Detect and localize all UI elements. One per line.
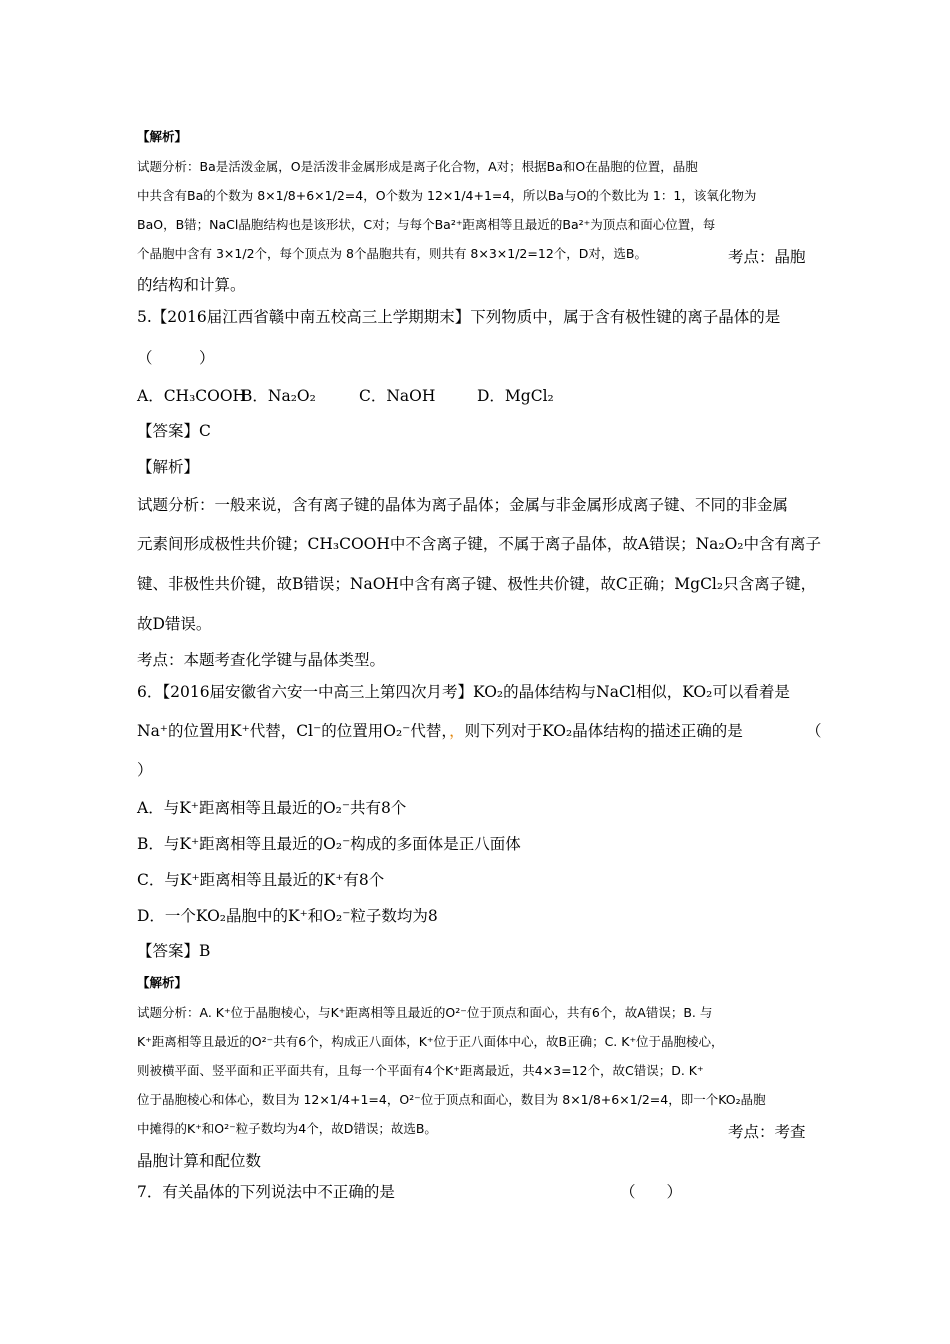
q5-analysis-line-2: 元素间形成极性共价键；CH₃COOH中不含离子键，不属于离子晶体，故A错误；Na₂O₂中含有离子	[137, 535, 822, 553]
q6-paren-open: （	[806, 722, 822, 740]
q5-paren: （ ）	[137, 349, 215, 367]
q6-stem-line-2	[137, 719, 743, 741]
q6-stem-part-b: 则下列对于KO₂晶体结构的描述正确的是	[464, 722, 743, 740]
q4-kaodian: 考点：晶胞	[728, 248, 806, 266]
q6-answer: 【答案】B	[137, 942, 211, 960]
q4-analysis-line-1: 试题分析：Ba是活泼金属，O是活泼非金属形成是离子化合物，A对；根据Ba和O在晶胞的位置，晶胞	[137, 159, 698, 174]
q6-option-d[interactable]: D．一个KO₂晶胞中的K⁺和O₂⁻粒子数均为8	[137, 907, 438, 925]
q6-analysis-line-4: 位于晶胞棱心和体心，数目为 12×1/4+1=4，O²⁻位于顶点和面心，数目为 8×1/8+6×1/2=4，即一个KO₂晶胞	[137, 1092, 766, 1107]
q6-paren-close: ）	[137, 761, 153, 779]
q6-stem-part-a: Na⁺的位置用K⁺代替，Cl⁻的位置用O₂⁻代替，	[137, 722, 450, 740]
q5-analysis-line-4: 故D错误。	[137, 615, 212, 633]
q6-analysis-line-5: 中摊得的K⁺和O²⁻粒子数均为4个，故D错误；故选B。	[137, 1121, 437, 1136]
q4-kaodian-cont: 的结构和计算。	[137, 276, 246, 294]
q5-option-b[interactable]: B．Na₂O₂	[241, 387, 316, 405]
q6-option-a[interactable]: A．与K⁺距离相等且最近的O₂⁻共有8个	[137, 799, 407, 817]
q6-analysis-label: 【解析】	[137, 975, 188, 990]
q5-analysis-line-3: 键、非极性共价键，故B错误；NaOH中含有离子键、极性共价键，故C正确；MgCl₂只含离子键，	[137, 575, 817, 593]
q7-stem: 7．有关晶体的下列说法中不正确的是	[137, 1183, 395, 1201]
q5-analysis-line-1: 试题分析：一般来说，含有离子键的晶体为离子晶体；金属与非金属形成离子键、不同的非金属	[137, 496, 789, 514]
q4-analysis-label: 【解析】	[137, 129, 188, 144]
q5-option-c[interactable]: C．NaOH	[359, 387, 436, 405]
q5-option-a[interactable]: A．CH₃COOH	[137, 387, 247, 405]
q6-option-c[interactable]: C．与K⁺距离相等且最近的K⁺有8个	[137, 871, 385, 889]
q6-analysis-line-3: 则被横平面、竖平面和正平面共有，且每一个平面有4个K⁺距离最近，共4×3=12个，故C错误；D. K⁺	[137, 1063, 704, 1078]
q6-kaodian: 考点：考查	[728, 1123, 806, 1141]
q5-option-d[interactable]: D．MgCl₂	[477, 387, 554, 405]
q6-stem-line-1: 6．【2016届安徽省六安一中高三上第四次月考】KO₂的晶体结构与NaCl相似，KO₂可以看着是	[137, 683, 790, 701]
q5-answer: 【答案】C	[137, 422, 211, 440]
q6-option-b[interactable]: B．与K⁺距离相等且最近的O₂⁻构成的多面体是正八面体	[137, 835, 521, 853]
q6-analysis-line-2: K⁺距离相等且最近的O²⁻共有6个，构成正八面体，K⁺位于正八面体中心，故B正确；C. K⁺位于晶胞棱心，	[137, 1034, 724, 1049]
q7-paren: （ ）	[620, 1183, 683, 1201]
q4-analysis-line-2: 中共含有Ba的个数为 8×1/8+6×1/2=4，O个数为 12×1/4+1=4，所以Ba与O的个数比为 1：1，该氧化物为	[137, 188, 757, 203]
q5-options	[137, 384, 554, 406]
q5-stem: 5.【2016届江西省赣中南五校高三上学期期末】下列物质中，属于含有极性键的离子晶体的是	[137, 308, 781, 326]
q5-analysis-label: 【解析】	[137, 458, 200, 476]
q4-analysis-line-3: BaO，B错；NaCl晶胞结构也是该形状，C对；与每个Ba²⁺距离相等且最近的Ba²⁺为顶点和面心位置，每	[137, 217, 716, 232]
q6-stem-mark: ，	[449, 722, 465, 740]
q6-analysis-line-1: 试题分析：A. K⁺位于晶胞棱心，与K⁺距离相等且最近的O²⁻位于顶点和面心，共有6个，故A错误；B. 与	[137, 1005, 713, 1020]
q4-analysis-line-4: 个晶胞中含有 3×1/2个，每个顶点为 8个晶胞共有，则共有 8×3×1/2=12个，D对，选B。	[137, 246, 647, 261]
q6-kaodian-cont: 晶胞计算和配位数	[137, 1152, 262, 1170]
q5-kaodian: 考点：本题考查化学键与晶体类型。	[137, 651, 386, 669]
